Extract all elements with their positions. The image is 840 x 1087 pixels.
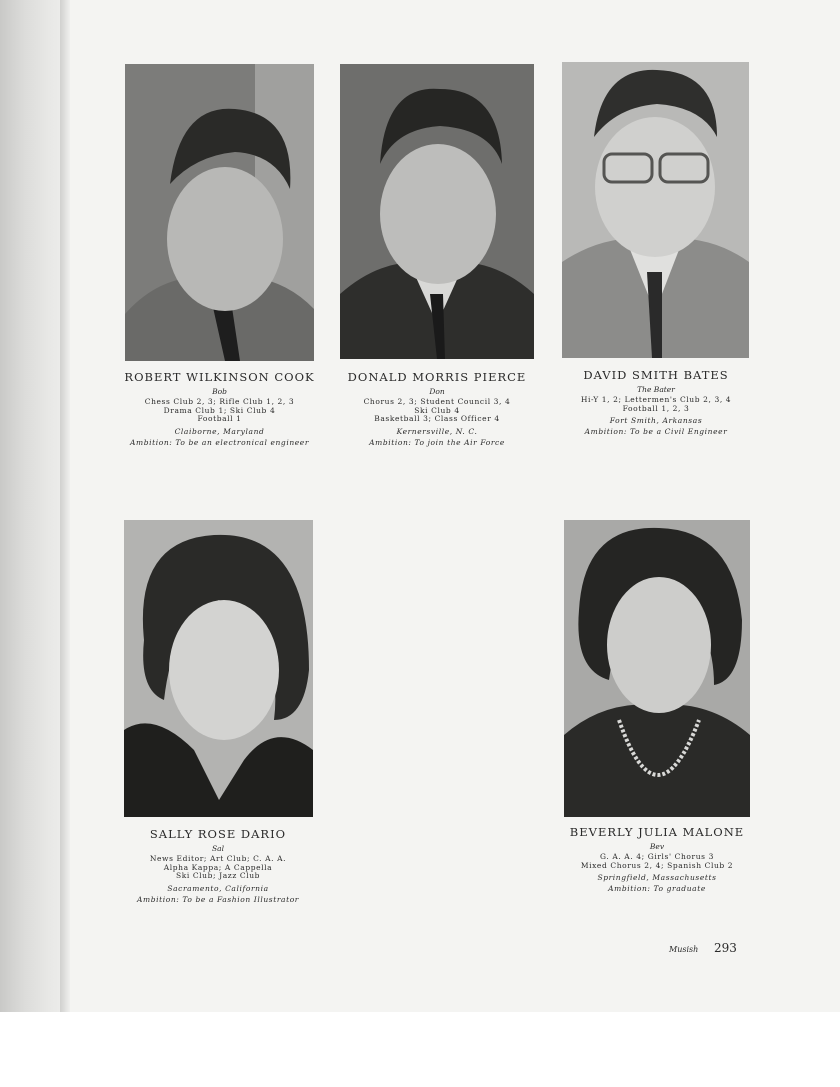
student-name: DAVID SMITH BATES	[583, 368, 729, 382]
student-caption-4	[118, 827, 318, 903]
student-activities: Alpha Kappa; A Cappella	[163, 862, 273, 872]
student-activities: News Editor; Art Club; C. A. A.	[149, 854, 287, 863]
portrait-photo-3	[562, 62, 749, 358]
page-number: 293	[714, 941, 737, 955]
student-nickname: Bob	[212, 387, 227, 396]
student-activities: Football 1, 2, 3	[622, 403, 690, 413]
cut-off-line	[118, 895, 318, 903]
student-activities: Hi-Y 1, 2; Lettermen's Club 2, 3, 4	[580, 395, 732, 404]
student-nickname: Don	[429, 387, 445, 396]
student-activities: Ski Club 4	[414, 405, 460, 415]
student-name: DONALD MORRIS PIERCE	[347, 370, 527, 384]
student-activities: Chorus 2, 3; Student Council 3, 4	[363, 397, 511, 406]
student-nickname: Sal	[211, 844, 224, 853]
student-hometown: Fort Smith, Arkansas	[609, 416, 703, 425]
student-hometown: Springfield, Massachusetts	[597, 873, 717, 882]
student-caption-2	[337, 370, 537, 447]
student-nickname: The Bater	[637, 385, 675, 394]
student-caption-3	[556, 368, 756, 436]
student-hometown: Kernersville, N. C.	[396, 426, 478, 436]
student-activities: G. A. A. 4; Girls' Chorus 3	[600, 852, 714, 861]
student-hometown: Sacramento, California	[167, 883, 269, 893]
portrait-photo-5	[564, 520, 750, 817]
student-activities: Ski Club; Jazz Club	[175, 871, 261, 880]
student-name: ROBERT WILKINSON COOK	[124, 370, 315, 384]
student-activities: Chess Club 2, 3; Rifle Club 1, 2, 3	[144, 397, 295, 406]
student-caption-1	[120, 370, 319, 447]
student-activities: Drama Club 1; Ski Club 4	[163, 405, 276, 415]
portrait-photo-2	[340, 64, 534, 359]
portrait-photo-4	[124, 520, 313, 817]
student-name: SALLY ROSE DARIO	[149, 827, 287, 841]
portrait-photo-1	[125, 64, 314, 361]
student-nickname: Bev	[649, 842, 665, 851]
student-ambition: Ambition: To join the Air Force	[369, 437, 505, 447]
student-activities: Football 1	[197, 414, 242, 423]
student-activities: Basketball 3; Class Officer 4	[374, 414, 500, 423]
student-ambition: Ambition: To be a Fashion Illustrator	[137, 894, 299, 903]
student-name: BEVERLY JULIA MALONE	[569, 825, 745, 839]
student-ambition: Ambition: To be a Civil Engineer	[584, 427, 728, 436]
student-caption-5	[557, 825, 757, 893]
page-edge	[60, 0, 70, 1012]
student-hometown: Claiborne, Maryland	[174, 426, 265, 436]
student-ambition: Ambition: To be an electronical engineer	[129, 437, 310, 447]
student-activities: Mixed Chorus 2, 4; Spanish Club 2	[580, 860, 734, 870]
running-footer-title: Musish	[669, 945, 699, 954]
student-ambition: Ambition: To graduate	[608, 884, 706, 893]
